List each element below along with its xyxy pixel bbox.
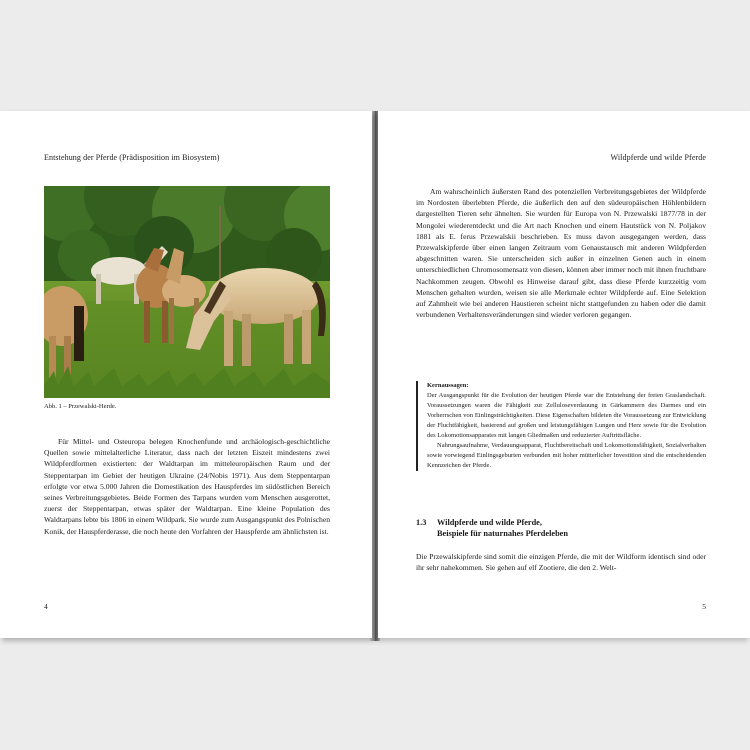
section-title-line-1: Wildpferde und wilde Pferde, [437,518,542,527]
key-statements-paragraph-2: Nahrungsaufnahme, Verdauungsapparat, Fluchtbereitschaft und Lokomotionsfähigkeit, Sozialverhalten sowie vorwiegend Einlingsgeburten verbunden mit hoher mütterlicher Investition sind die entscheidenden Kennzeichen der Pferde. [427,442,706,469]
right-running-head: Wildpferde und wilde Pferde [610,153,706,162]
left-page [0,111,372,638]
left-page-number: 4 [44,602,48,611]
right-page-number: 5 [702,602,706,611]
przewalski-herd-photo [44,186,330,398]
horse-illustration [44,186,330,398]
key-statements-box [416,381,706,471]
right-page [378,111,750,638]
section-paragraph: Die Przewalskipferde sind somit die einzigen Pferde, die mit der Wildform identisch sind oder ihr sehr nahekommen. Sie gehen auf elf Zootiere, die den 2. Welt- [416,552,706,573]
key-statements-title: Kernaussagen: [427,382,469,389]
right-paragraph: Am wahrscheinlich äußersten Rand des potenziellen Verbreitungsgebietes der Wildpferde im Nordosten überlebten Pferde, die äußerlich den auf den südeuropäischen Höhlenbildern dargestellten Tieren sehr ähnelten. Sie wurden für Europa von N. Przewalski 1877/78 in der Mongolei wiederentdeckt und die Art nach Knochen und einem Hautstück von N. Poljakov 1881 als E. ferus Przewalskii beschrieben. Es muss davon ausgegangen werden, dass Przewalskipferde über einen langen Zeitraum vom Genaustausch mit anderen Wildpferden abgeschnitten waren. Sie unterscheiden sich außer in einzelnen Genen auch in einem unterschiedlichen Chromosomensatz von diesen, können aber immer noch mit ihnen fruchtbare Nachkommen zeugen. Obwohl es Hinweise darauf gibt, dass diese Pferde kurzzeitig vom Menschen gehalten wurden, weisen sie alle Merkmale echter Wildpferde auf. Eine Selektion auf Zahmheit wie bei anderen Haustieren scheint nicht stattgefunden zu haben oder die damit verbundenen Verhaltensveränderungen sind wieder verloren gegangen. [416,187,706,320]
key-statements-paragraph-1: Der Ausgangspunkt für die Evolution der heutigen Pferde war die Entstehung der freien Graslandschaft. Voraussetzungen waren die Fähigkeit zur Zelluloseverdauung in Gärkammern des Darmes und ein Vorherrschen von Einlingsträchtigkeiten. Diese Eigenschaften bildeten die Voraussetzung zur Entwicklung der Fluchtfähigkeit, basierend auf großen und leistungsfähigen Lungen und Herz sowie für die Evolution des Lokomotionsapparates mit langen Gliedmaßen und reduzierter Auftrittsfläche. [427,392,706,439]
left-body-text [44,436,330,537]
section-title-line-2: Beispiele für naturnahes Pferdeleben [437,529,568,538]
left-paragraph: Für Mittel- und Osteuropa belegen Knochenfunde und archäologisch-geschichtliche Quellen sowie mittelalterliche Literatur, dass nach der letzten Eiszeit mindestens zwei Wildpferdformen existierten: der Waldtarpan im mitteleuropäischen Raum und der Steppentarpan im Gebiet der heutigen Ukraine (24/Nobis 1971). Aus dem Steppentarpan erfolgte vor etwa 5.000 Jahren die Domestikation des Hauspferdes im südöstlichen Bereich seines Verbreitungsgebietes. Beide Formen des Tarpans wurden vom Menschen ausgerottet, zuerst der Steppentarpan, etwas später der Waldtarpan. Eine kleine Population des Waldtarpans lebte bis 1806 in einem Wildpark. Sie wurde zum Ausgangspunkt des Polnischen Konik, der Hauspferderasse, die noch heute den Vorfahren der Hauspferde am ähnlichsten ist. [44,437,330,536]
figure-caption: Abb. 1 – Przewalski-Herde. [44,403,117,410]
section-number: 1.3 [416,518,427,527]
section-body-text [416,551,706,573]
left-running-head: Entstehung der Pferde (Prädisposition im Biosystem) [44,153,220,162]
section-heading [416,517,706,539]
right-body-text [416,186,706,320]
